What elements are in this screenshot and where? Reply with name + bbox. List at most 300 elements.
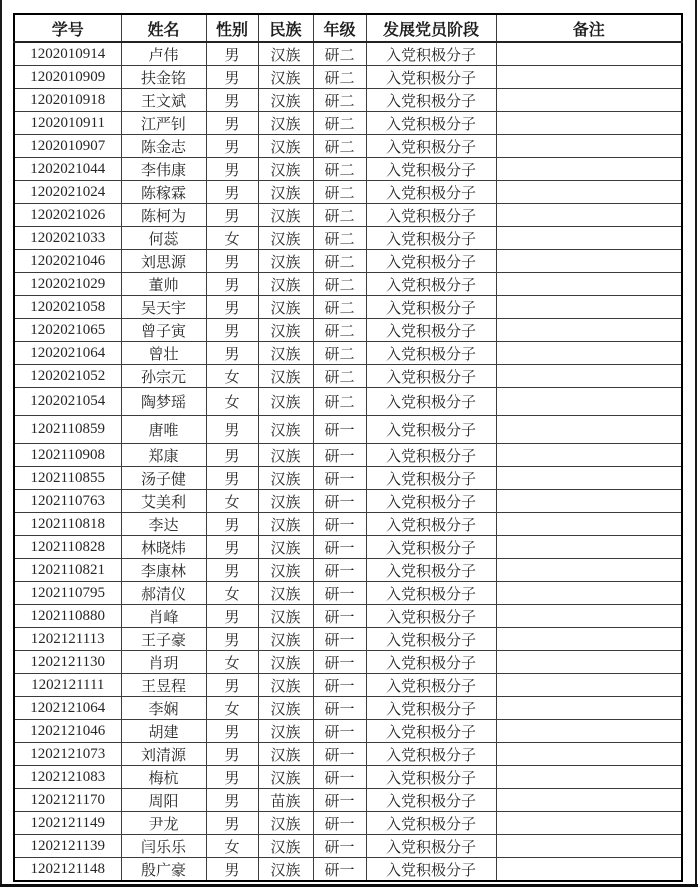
cell-remarks	[496, 559, 682, 582]
table-row	[14, 444, 682, 467]
cell-remarks	[496, 319, 682, 342]
cell-ethnicity: 汉族	[258, 42, 313, 66]
cell-ethnicity: 汉族	[258, 674, 313, 697]
cell-grade: 研二	[313, 135, 366, 158]
cell-gender: 男	[206, 273, 258, 296]
cell-stage: 入党积极分子	[366, 158, 496, 181]
cell-gender: 男	[206, 536, 258, 559]
cell-grade: 研二	[313, 388, 366, 416]
cell-name: 李伟康	[121, 158, 206, 181]
cell-gender: 女	[206, 835, 258, 858]
cell-remarks	[496, 227, 682, 250]
cell-name: 何蕊	[121, 227, 206, 250]
cell-name: 肖峰	[121, 605, 206, 628]
cell-stage: 入党积极分子	[366, 582, 496, 605]
cell-ethnicity: 汉族	[258, 858, 313, 882]
cell-ethnicity: 汉族	[258, 559, 313, 582]
cell-grade: 研二	[313, 42, 366, 66]
cell-grade: 研一	[313, 766, 366, 789]
cell-student_id: 1202010911	[14, 112, 121, 135]
table-row	[14, 135, 682, 158]
cell-name: 李达	[121, 513, 206, 536]
cell-name: 汤子健	[121, 467, 206, 490]
cell-gender: 男	[206, 342, 258, 365]
cell-name: 扶金铭	[121, 66, 206, 89]
cell-ethnicity: 汉族	[258, 319, 313, 342]
cell-name: 王文斌	[121, 89, 206, 112]
cell-student_id: 1202110855	[14, 467, 121, 490]
cell-gender: 男	[206, 319, 258, 342]
cell-stage: 入党积极分子	[366, 135, 496, 158]
cell-student_id: 1202110859	[14, 416, 121, 444]
cell-name: 郑康	[121, 444, 206, 467]
cell-grade: 研一	[313, 789, 366, 812]
cell-gender: 女	[206, 490, 258, 513]
cell-grade: 研一	[313, 513, 366, 536]
table-row	[14, 766, 682, 789]
cell-ethnicity: 汉族	[258, 812, 313, 835]
cell-name: 陶梦瑶	[121, 388, 206, 416]
cell-remarks	[496, 135, 682, 158]
cell-gender: 男	[206, 812, 258, 835]
cell-name: 卢伟	[121, 42, 206, 66]
cell-ethnicity: 汉族	[258, 204, 313, 227]
cell-student_id: 1202010918	[14, 89, 121, 112]
cell-gender: 男	[206, 250, 258, 273]
cell-ethnicity: 汉族	[258, 536, 313, 559]
cell-name: 尹龙	[121, 812, 206, 835]
cell-gender: 男	[206, 66, 258, 89]
table-row	[14, 319, 682, 342]
table-row	[14, 342, 682, 365]
cell-gender: 男	[206, 42, 258, 66]
cell-gender: 男	[206, 204, 258, 227]
table-row	[14, 158, 682, 181]
table-row	[14, 513, 682, 536]
cell-ethnicity: 汉族	[258, 416, 313, 444]
table-row	[14, 66, 682, 89]
cell-remarks	[496, 766, 682, 789]
cell-stage: 入党积极分子	[366, 743, 496, 766]
cell-name: 陈稼霖	[121, 181, 206, 204]
cell-student_id: 1202010907	[14, 135, 121, 158]
cell-ethnicity: 汉族	[258, 66, 313, 89]
cell-remarks	[496, 536, 682, 559]
cell-grade: 研一	[313, 651, 366, 674]
cell-gender: 男	[206, 112, 258, 135]
table-row	[14, 605, 682, 628]
header-cell-grade: 年级	[313, 14, 366, 42]
cell-gender: 女	[206, 227, 258, 250]
cell-remarks	[496, 158, 682, 181]
cell-student_id: 1202021026	[14, 204, 121, 227]
table-row	[14, 743, 682, 766]
cell-grade: 研二	[313, 365, 366, 388]
cell-remarks	[496, 388, 682, 416]
cell-gender: 男	[206, 743, 258, 766]
cell-grade: 研二	[313, 204, 366, 227]
header-cell-gender: 性别	[206, 14, 258, 42]
page-left-border	[0, 0, 2, 887]
cell-grade: 研一	[313, 490, 366, 513]
cell-name: 闫乐乐	[121, 835, 206, 858]
cell-remarks	[496, 181, 682, 204]
cell-name: 林晓炜	[121, 536, 206, 559]
cell-stage: 入党积极分子	[366, 66, 496, 89]
cell-ethnicity: 苗族	[258, 789, 313, 812]
cell-grade: 研一	[313, 812, 366, 835]
table-row	[14, 628, 682, 651]
cell-ethnicity: 汉族	[258, 605, 313, 628]
cell-stage: 入党积极分子	[366, 513, 496, 536]
table-row	[14, 416, 682, 444]
cell-remarks	[496, 296, 682, 319]
cell-stage: 入党积极分子	[366, 181, 496, 204]
cell-remarks	[496, 204, 682, 227]
cell-remarks	[496, 490, 682, 513]
table-row	[14, 112, 682, 135]
cell-stage: 入党积极分子	[366, 342, 496, 365]
table-row	[14, 490, 682, 513]
cell-grade: 研一	[313, 720, 366, 743]
cell-student_id: 1202021033	[14, 227, 121, 250]
cell-ethnicity: 汉族	[258, 89, 313, 112]
cell-remarks	[496, 858, 682, 882]
header-cell-stage: 发展党员阶段	[366, 14, 496, 42]
cell-student_id: 1202021052	[14, 365, 121, 388]
cell-gender: 男	[206, 559, 258, 582]
page-bottom-border	[0, 884, 698, 887]
cell-stage: 入党积极分子	[366, 697, 496, 720]
cell-grade: 研一	[313, 536, 366, 559]
cell-student_id: 1202121130	[14, 651, 121, 674]
cell-grade: 研二	[313, 66, 366, 89]
cell-stage: 入党积极分子	[366, 536, 496, 559]
cell-student_id: 1202010914	[14, 42, 121, 66]
cell-name: 刘思源	[121, 250, 206, 273]
cell-student_id: 1202010909	[14, 66, 121, 89]
cell-grade: 研一	[313, 628, 366, 651]
cell-student_id: 1202110763	[14, 490, 121, 513]
cell-ethnicity: 汉族	[258, 342, 313, 365]
table-row	[14, 559, 682, 582]
cell-grade: 研二	[313, 112, 366, 135]
cell-student_id: 1202110828	[14, 536, 121, 559]
cell-ethnicity: 汉族	[258, 697, 313, 720]
header-cell-student_id: 学号	[14, 14, 121, 42]
cell-remarks	[496, 812, 682, 835]
cell-ethnicity: 汉族	[258, 296, 313, 319]
cell-ethnicity: 汉族	[258, 135, 313, 158]
cell-remarks	[496, 628, 682, 651]
cell-stage: 入党积极分子	[366, 444, 496, 467]
cell-stage: 入党积极分子	[366, 651, 496, 674]
cell-grade: 研一	[313, 444, 366, 467]
cell-grade: 研二	[313, 273, 366, 296]
cell-gender: 女	[206, 697, 258, 720]
cell-ethnicity: 汉族	[258, 227, 313, 250]
cell-student_id: 1202121083	[14, 766, 121, 789]
table-row	[14, 536, 682, 559]
table-row	[14, 273, 682, 296]
cell-ethnicity: 汉族	[258, 743, 313, 766]
cell-name: 陈柯为	[121, 204, 206, 227]
cell-name: 郝清仪	[121, 582, 206, 605]
table-row	[14, 674, 682, 697]
cell-name: 殷广豪	[121, 858, 206, 882]
table-row	[14, 388, 682, 416]
table-row	[14, 582, 682, 605]
header-cell-name: 姓名	[121, 14, 206, 42]
cell-gender: 女	[206, 365, 258, 388]
cell-student_id: 1202121170	[14, 789, 121, 812]
cell-remarks	[496, 365, 682, 388]
cell-remarks	[496, 582, 682, 605]
cell-ethnicity: 汉族	[258, 490, 313, 513]
cell-student_id: 1202021046	[14, 250, 121, 273]
cell-stage: 入党积极分子	[366, 319, 496, 342]
cell-stage: 入党积极分子	[366, 388, 496, 416]
cell-stage: 入党积极分子	[366, 835, 496, 858]
table-row	[14, 858, 682, 882]
cell-ethnicity: 汉族	[258, 444, 313, 467]
cell-student_id: 1202021029	[14, 273, 121, 296]
cell-ethnicity: 汉族	[258, 651, 313, 674]
cell-gender: 女	[206, 582, 258, 605]
header-row	[14, 14, 682, 42]
cell-student_id: 1202121148	[14, 858, 121, 882]
cell-remarks	[496, 112, 682, 135]
cell-grade: 研一	[313, 743, 366, 766]
cell-name: 董帅	[121, 273, 206, 296]
cell-grade: 研一	[313, 858, 366, 882]
cell-stage: 入党积极分子	[366, 273, 496, 296]
cell-gender: 男	[206, 513, 258, 536]
cell-gender: 男	[206, 416, 258, 444]
cell-gender: 男	[206, 296, 258, 319]
cell-stage: 入党积极分子	[366, 789, 496, 812]
table-row	[14, 250, 682, 273]
cell-grade: 研二	[313, 158, 366, 181]
cell-gender: 男	[206, 628, 258, 651]
cell-stage: 入党积极分子	[366, 858, 496, 882]
cell-student_id: 1202121046	[14, 720, 121, 743]
table-row	[14, 181, 682, 204]
cell-remarks	[496, 743, 682, 766]
cell-ethnicity: 汉族	[258, 720, 313, 743]
cell-name: 唐唯	[121, 416, 206, 444]
table-row	[14, 812, 682, 835]
cell-ethnicity: 汉族	[258, 112, 313, 135]
cell-gender: 男	[206, 674, 258, 697]
cell-grade: 研二	[313, 319, 366, 342]
cell-name: 周阳	[121, 789, 206, 812]
cell-remarks	[496, 467, 682, 490]
cell-stage: 入党积极分子	[366, 766, 496, 789]
cell-name: 孙宗元	[121, 365, 206, 388]
cell-remarks	[496, 513, 682, 536]
cell-stage: 入党积极分子	[366, 89, 496, 112]
cell-ethnicity: 汉族	[258, 273, 313, 296]
cell-name: 胡建	[121, 720, 206, 743]
cell-stage: 入党积极分子	[366, 467, 496, 490]
cell-name: 李娴	[121, 697, 206, 720]
cell-name: 曾子寅	[121, 319, 206, 342]
cell-student_id: 1202121064	[14, 697, 121, 720]
header-cell-ethnicity: 民族	[258, 14, 313, 42]
cell-gender: 男	[206, 720, 258, 743]
cell-grade: 研一	[313, 835, 366, 858]
cell-ethnicity: 汉族	[258, 181, 313, 204]
cell-ethnicity: 汉族	[258, 582, 313, 605]
cell-remarks	[496, 697, 682, 720]
cell-gender: 男	[206, 444, 258, 467]
cell-student_id: 1202121113	[14, 628, 121, 651]
cell-remarks	[496, 273, 682, 296]
cell-student_id: 1202021058	[14, 296, 121, 319]
cell-remarks	[496, 89, 682, 112]
cell-ethnicity: 汉族	[258, 628, 313, 651]
cell-gender: 男	[206, 181, 258, 204]
cell-ethnicity: 汉族	[258, 388, 313, 416]
cell-name: 肖玥	[121, 651, 206, 674]
cell-grade: 研二	[313, 342, 366, 365]
cell-gender: 男	[206, 858, 258, 882]
cell-student_id: 1202121139	[14, 835, 121, 858]
cell-grade: 研二	[313, 181, 366, 204]
cell-student_id: 1202110821	[14, 559, 121, 582]
cell-name: 李康林	[121, 559, 206, 582]
page-right-border	[695, 0, 697, 887]
cell-stage: 入党积极分子	[366, 490, 496, 513]
table-row	[14, 296, 682, 319]
cell-ethnicity: 汉族	[258, 766, 313, 789]
table-row	[14, 365, 682, 388]
cell-student_id: 1202110880	[14, 605, 121, 628]
cell-gender: 男	[206, 766, 258, 789]
cell-gender: 女	[206, 651, 258, 674]
cell-remarks	[496, 416, 682, 444]
cell-stage: 入党积极分子	[366, 720, 496, 743]
cell-stage: 入党积极分子	[366, 365, 496, 388]
cell-ethnicity: 汉族	[258, 250, 313, 273]
table-row	[14, 835, 682, 858]
cell-name: 刘清源	[121, 743, 206, 766]
cell-stage: 入党积极分子	[366, 416, 496, 444]
cell-stage: 入党积极分子	[366, 227, 496, 250]
cell-ethnicity: 汉族	[258, 835, 313, 858]
cell-gender: 男	[206, 789, 258, 812]
table-row	[14, 720, 682, 743]
cell-grade: 研二	[313, 227, 366, 250]
cell-student_id: 1202121149	[14, 812, 121, 835]
cell-ethnicity: 汉族	[258, 467, 313, 490]
cell-name: 王子豪	[121, 628, 206, 651]
cell-student_id: 1202110818	[14, 513, 121, 536]
cell-stage: 入党积极分子	[366, 296, 496, 319]
party-development-roster-table	[13, 13, 683, 882]
cell-ethnicity: 汉族	[258, 365, 313, 388]
cell-grade: 研一	[313, 582, 366, 605]
cell-student_id: 1202021065	[14, 319, 121, 342]
cell-stage: 入党积极分子	[366, 605, 496, 628]
cell-name: 吴天宇	[121, 296, 206, 319]
cell-remarks	[496, 605, 682, 628]
cell-grade: 研二	[313, 89, 366, 112]
table-row	[14, 227, 682, 250]
cell-gender: 男	[206, 605, 258, 628]
cell-name: 陈金志	[121, 135, 206, 158]
cell-remarks	[496, 835, 682, 858]
cell-grade: 研二	[313, 250, 366, 273]
cell-gender: 男	[206, 89, 258, 112]
cell-stage: 入党积极分子	[366, 628, 496, 651]
cell-student_id: 1202121111	[14, 674, 121, 697]
cell-remarks	[496, 42, 682, 66]
cell-remarks	[496, 250, 682, 273]
header-cell-remarks: 备注	[496, 14, 682, 42]
cell-name: 梅杭	[121, 766, 206, 789]
table-row	[14, 89, 682, 112]
cell-grade: 研一	[313, 605, 366, 628]
cell-remarks	[496, 674, 682, 697]
table-row	[14, 697, 682, 720]
cell-student_id: 1202110795	[14, 582, 121, 605]
cell-grade: 研一	[313, 416, 366, 444]
cell-stage: 入党积极分子	[366, 559, 496, 582]
cell-gender: 男	[206, 135, 258, 158]
cell-remarks	[496, 342, 682, 365]
table-row	[14, 467, 682, 490]
cell-stage: 入党积极分子	[366, 112, 496, 135]
table-row	[14, 651, 682, 674]
cell-remarks	[496, 651, 682, 674]
cell-grade: 研一	[313, 467, 366, 490]
cell-name: 艾美利	[121, 490, 206, 513]
cell-ethnicity: 汉族	[258, 158, 313, 181]
cell-name: 曾壮	[121, 342, 206, 365]
cell-stage: 入党积极分子	[366, 42, 496, 66]
cell-grade: 研一	[313, 559, 366, 582]
cell-student_id: 1202021044	[14, 158, 121, 181]
cell-gender: 女	[206, 388, 258, 416]
cell-student_id: 1202021064	[14, 342, 121, 365]
cell-grade: 研一	[313, 697, 366, 720]
table-row	[14, 204, 682, 227]
cell-name: 王昱程	[121, 674, 206, 697]
cell-student_id: 1202121073	[14, 743, 121, 766]
table-body	[14, 42, 682, 881]
cell-remarks	[496, 444, 682, 467]
cell-stage: 入党积极分子	[366, 204, 496, 227]
cell-grade: 研一	[313, 674, 366, 697]
cell-remarks	[496, 789, 682, 812]
cell-name: 江严钊	[121, 112, 206, 135]
cell-gender: 男	[206, 158, 258, 181]
cell-student_id: 1202021024	[14, 181, 121, 204]
cell-student_id: 1202110908	[14, 444, 121, 467]
table-row	[14, 42, 682, 66]
cell-stage: 入党积极分子	[366, 674, 496, 697]
cell-ethnicity: 汉族	[258, 513, 313, 536]
cell-remarks	[496, 66, 682, 89]
cell-stage: 入党积极分子	[366, 250, 496, 273]
cell-student_id: 1202021054	[14, 388, 121, 416]
table-row	[14, 789, 682, 812]
cell-remarks	[496, 720, 682, 743]
cell-grade: 研二	[313, 296, 366, 319]
cell-gender: 男	[206, 467, 258, 490]
